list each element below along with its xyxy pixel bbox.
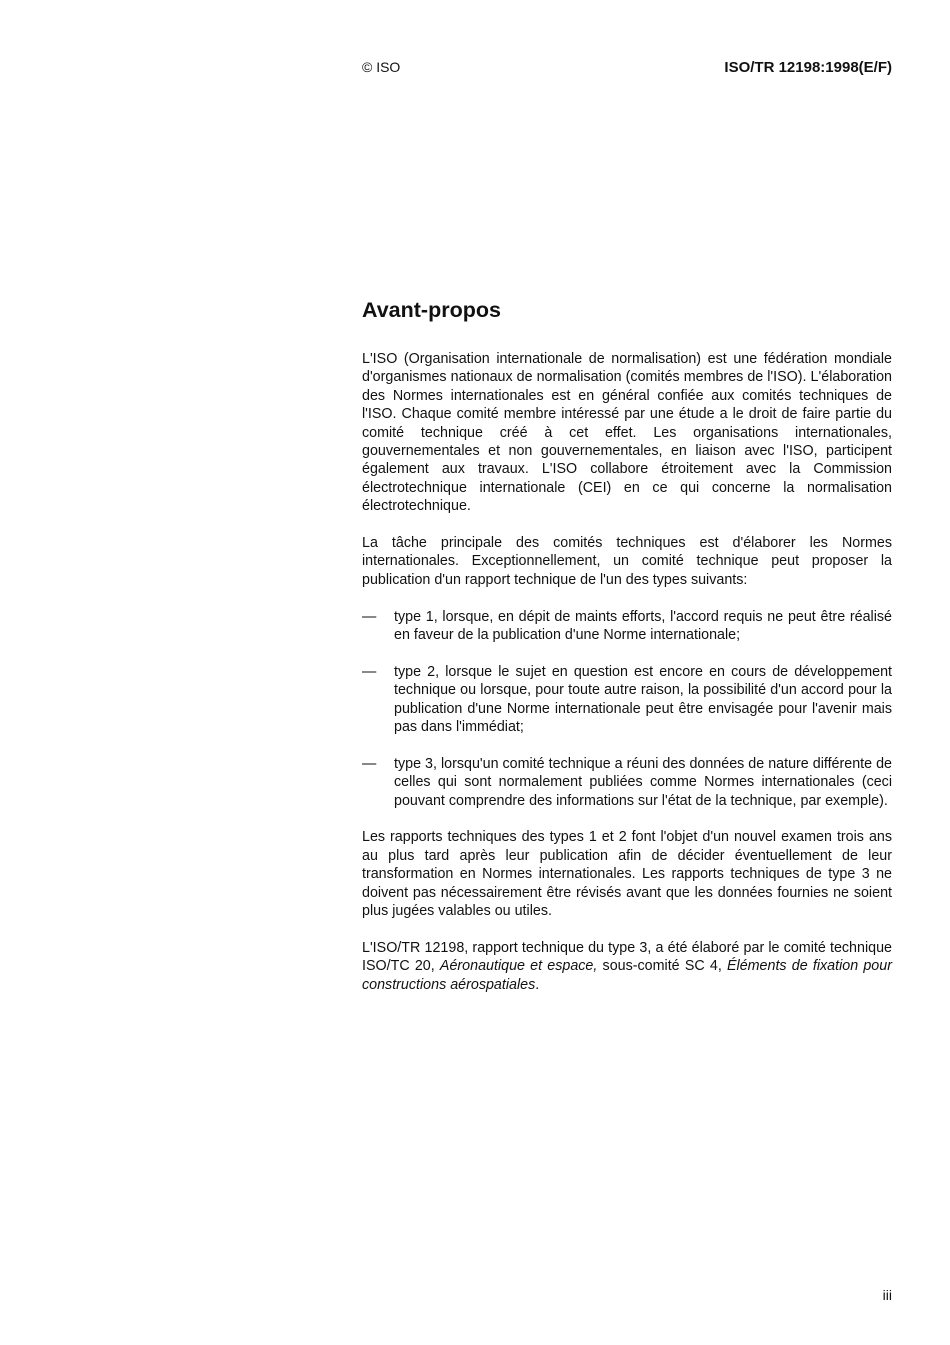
list-item-text: type 1, lorsque, en dépit de maints efforts, l'accord requis ne peut être réalisé en faveur de la publication d'une Norme internationale; <box>394 608 892 644</box>
copyright-notice: © ISO <box>362 59 401 75</box>
committee-text-3: . <box>535 976 540 993</box>
document-id: ISO/TR 12198:1998(E/F) <box>724 59 892 76</box>
list-item-text: type 2, lorsque le sujet en question est encore en cours de développement technique ou lorsque, pour toute autre raison, la possibilité d'un accord pour la publication d'une Norme internationale peut être envisagée pour l'avenir mais pas dans l'immédiat; <box>394 663 892 736</box>
page-header <box>362 59 892 79</box>
page-title: Avant-propos <box>362 298 501 322</box>
list-item-type-2 <box>362 663 892 737</box>
dash-bullet: — <box>362 663 377 680</box>
paragraph-committee-info <box>362 939 892 994</box>
paragraph-review-period: Les rapports techniques des types 1 et 2 font l'objet d'un nouvel examen trois ans au plus tard après leur publication afin de décider éventuellement de leur transformation en Normes internationales. Les rapports techniques de type 3 ne doivent pas nécessairement être révisés avant que les données fournies ne soient plus jugées valables ou utiles. <box>362 829 892 920</box>
list-item-type-3 <box>362 755 892 810</box>
list-item-type-1 <box>362 608 892 645</box>
subcommittee-name-italic: Éléments de fixation pour constructions aérospatiales <box>362 958 892 993</box>
dash-bullet: — <box>362 755 377 772</box>
committee-name-italic: Aéronautique et espace, <box>439 958 598 975</box>
report-types-list <box>362 608 892 810</box>
committee-text-1: L'ISO/TR 12198, rapport technique du type 3, a été élaboré par le comité technique ISO/TC 20, <box>362 939 892 975</box>
list-item-text: type 3, lorsqu'un comité technique a réuni des données de nature différente de celles qui sont normalement publiées comme Normes internationales (ceci pouvant comprendre des informations sur l'état de la technique, par exemple). <box>394 755 892 809</box>
paragraph-iso-intro: L'ISO (Organisation internationale de normalisation) est une fédération mondiale d'organismes nationaux de normalisation (comités membres de l'ISO). L'élaboration des Normes internationales est en général confiée aux comités techniques de l'ISO. Chaque comité membre intéressé par une étude a le droit de faire partie du comité technique créé à cet effet. Les organisations internationales, gouvernementales et non gouvernementales, en liaison avec l'ISO, participent également aux travaux. L'ISO collabore étroitement avec la Commission électrotechnique internationale (CEI) en ce qui concerne la normalisation électrotechnique. <box>362 351 892 515</box>
dash-bullet: — <box>362 608 377 625</box>
page-number: iii <box>882 1287 892 1303</box>
paragraph-technical-committees: La tâche principale des comités techniques est d'élaborer les Normes internationales. Exceptionnellement, un comité technique peut proposer la publication d'un rapport technique de l'un des types suivants: <box>362 535 892 588</box>
foreword-body <box>362 350 892 1013</box>
committee-text-2: sous-comité SC 4, <box>597 958 727 975</box>
